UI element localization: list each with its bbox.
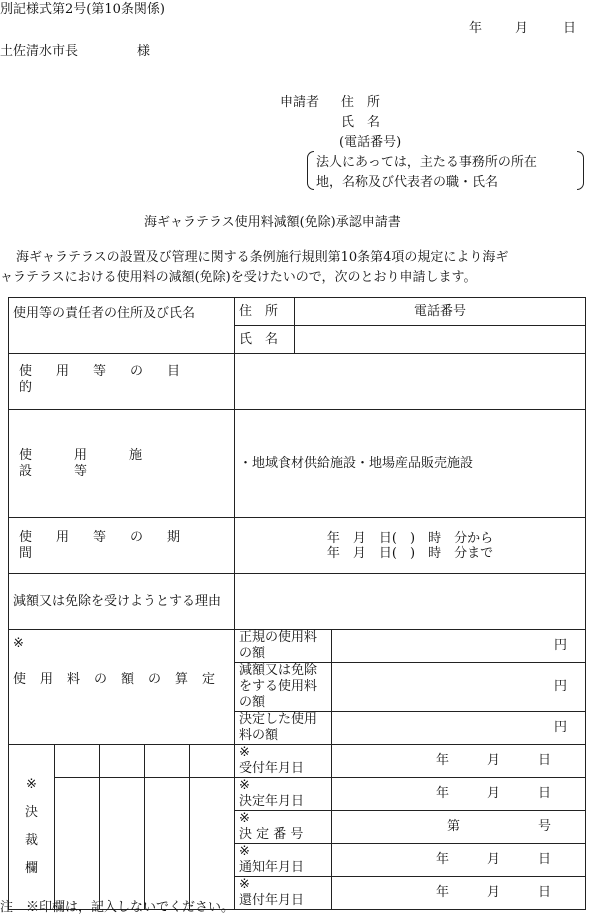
- calc-label: 使用料の額の算定: [13, 672, 230, 687]
- purpose-label-cell: [9, 354, 235, 410]
- reduced-fee-label-cell: [235, 663, 332, 712]
- date-month-label: 月: [515, 21, 529, 36]
- reduced-fee-yen: 円: [554, 679, 568, 694]
- receipt-date-label: 受付年月日: [239, 761, 305, 776]
- decision-number-suffix: 号: [538, 819, 552, 834]
- corporate-note-line1: 法人にあっては，主たる事務所の所在: [316, 155, 537, 170]
- decision-date-label-cell: [235, 778, 332, 811]
- date-year-label: 年: [469, 21, 483, 36]
- approval-stamp-header-3: [145, 745, 190, 778]
- purpose-label: 使用等の目的: [19, 364, 205, 395]
- reduced-fee-label: 減額又は免除をする使用料の額: [239, 663, 318, 710]
- approval-stamp-header-2: [100, 745, 145, 778]
- notice-date-day: 日: [538, 852, 552, 867]
- decision-number-prefix: 第: [446, 819, 460, 834]
- reason-label-cell: [9, 574, 235, 630]
- reduced-fee-field[interactable]: [332, 663, 586, 712]
- decision-date-month: 月: [486, 786, 500, 801]
- decision-number-mark: ※: [239, 811, 250, 826]
- decided-fee-field[interactable]: [332, 712, 586, 745]
- reason-field[interactable]: [235, 574, 586, 630]
- receipt-date-day: 日: [538, 753, 552, 768]
- approval-stamp-4: [190, 778, 235, 910]
- period-label: 使用等の期間: [19, 529, 205, 561]
- decision-date-mark: ※: [239, 778, 250, 793]
- applicant-label: 申請者: [280, 95, 320, 110]
- application-form-table: [8, 297, 586, 910]
- refund-date-field[interactable]: [332, 877, 586, 910]
- decision-number-label: 決 定 番 号: [239, 827, 304, 842]
- responsible-name-field[interactable]: [295, 326, 586, 354]
- refund-date-year: 年: [435, 885, 449, 900]
- decision-date-label: 決定年月日: [239, 794, 305, 809]
- regular-fee-yen: 円: [554, 638, 568, 653]
- addressee: 土佐清水市長: [0, 44, 79, 59]
- decision-label-char-1: 決: [24, 805, 38, 820]
- regular-fee-field[interactable]: [332, 630, 586, 663]
- facility-field[interactable]: [235, 410, 586, 518]
- responsible-label-cell: [9, 298, 235, 354]
- notice-date-month: 月: [486, 852, 500, 867]
- intro-line-1: 海ギャラテラスの設置及び管理に関する条例施行規則第10条第4項の規定により海ギ: [16, 250, 509, 265]
- refund-date-label-cell: [235, 877, 332, 910]
- phone-number-label: 電話番号: [414, 303, 467, 319]
- decision-number-field[interactable]: [332, 811, 586, 844]
- regular-fee-label-cell: [235, 630, 332, 663]
- receipt-date-label-cell: [235, 745, 332, 778]
- receipt-date-year: 年: [435, 753, 449, 768]
- period-field[interactable]: [235, 518, 586, 574]
- calc-mark: ※: [13, 636, 24, 651]
- notice-date-mark: ※: [239, 844, 250, 859]
- facility-value: ・地域食材供給施設・地場産品販売施設: [239, 455, 474, 471]
- corporate-note-open-bracket: [307, 151, 314, 190]
- decided-fee-label: 決定した使用料の額: [239, 712, 318, 743]
- refund-date-mark: ※: [239, 877, 250, 892]
- approval-stamp-1: [55, 778, 100, 910]
- honorific: 様: [137, 44, 151, 59]
- facility-label: 使用施設等: [19, 447, 185, 479]
- approval-stamp-2: [100, 778, 145, 910]
- purpose-field[interactable]: [235, 354, 586, 410]
- decision-label-char-2: 裁: [24, 833, 38, 848]
- responsible-address-label: 住 所: [239, 303, 279, 319]
- applicant-address-label: 住 所: [341, 95, 381, 110]
- responsible-label: 使用等の責任者の住所及び氏名: [13, 306, 196, 321]
- applicant-name-label: 氏 名: [341, 115, 381, 130]
- decision-mark: ※: [26, 777, 37, 792]
- document-title: 海ギャラテラス使用料減額(免除)承認申請書: [144, 215, 401, 230]
- decision-date-day: 日: [538, 786, 552, 801]
- corporate-note-line2: 地，名称及び代表者の職・氏名: [316, 175, 499, 190]
- decision-date-year: 年: [435, 786, 449, 801]
- receipt-date-month: 月: [486, 753, 500, 768]
- responsible-name-label: 氏 名: [239, 331, 279, 347]
- date-day-label: 日: [563, 21, 577, 36]
- corporate-note-close-bracket: [577, 151, 584, 190]
- period-to: 年 月 日( ) 時 分まで: [326, 545, 494, 561]
- decision-label-char-3: 欄: [24, 861, 38, 876]
- notice-date-field[interactable]: [332, 844, 586, 877]
- refund-date-month: 月: [486, 885, 500, 900]
- receipt-date-field[interactable]: [332, 745, 586, 778]
- decision-number-label-cell: [235, 811, 332, 844]
- refund-date-day: 日: [538, 885, 552, 900]
- refund-date-label: 還付年月日: [239, 893, 305, 908]
- footer-note: 注 ※印欄は，記入しないでください。: [0, 900, 235, 915]
- receipt-date-mark: ※: [239, 745, 250, 760]
- period-from: 年 月 日( ) 時 分から: [326, 530, 494, 546]
- decided-fee-label-cell: [235, 712, 332, 745]
- decided-fee-yen: 円: [554, 720, 568, 735]
- approval-stamp-header-4: [190, 745, 235, 778]
- reason-label: 減額又は免除を受けようとする理由: [13, 593, 222, 609]
- intro-line-2: ャラテラスにおける使用料の減額(免除)を受けたいので，次のとおり申請します。: [0, 270, 477, 285]
- approval-stamp-3: [145, 778, 190, 910]
- calc-label-cell: [9, 630, 235, 745]
- period-label-cell: [9, 518, 235, 574]
- approval-stamp-header-1: [55, 745, 100, 778]
- applicant-phone-label: (電話番号): [339, 135, 402, 150]
- decision-label-cell: [9, 745, 55, 910]
- form-number: 別記様式第2号(第10条関係): [0, 2, 165, 17]
- notice-date-label-cell: [235, 844, 332, 877]
- facility-label-cell: [9, 410, 235, 518]
- notice-date-label: 通知年月日: [239, 860, 305, 875]
- responsible-address-label-cell: [235, 298, 295, 326]
- responsible-address-field[interactable]: [295, 298, 586, 326]
- notice-date-year: 年: [435, 852, 449, 867]
- responsible-name-label-cell: [235, 326, 295, 354]
- decision-date-field[interactable]: [332, 778, 586, 811]
- regular-fee-label: 正規の使用料の額: [239, 630, 318, 661]
